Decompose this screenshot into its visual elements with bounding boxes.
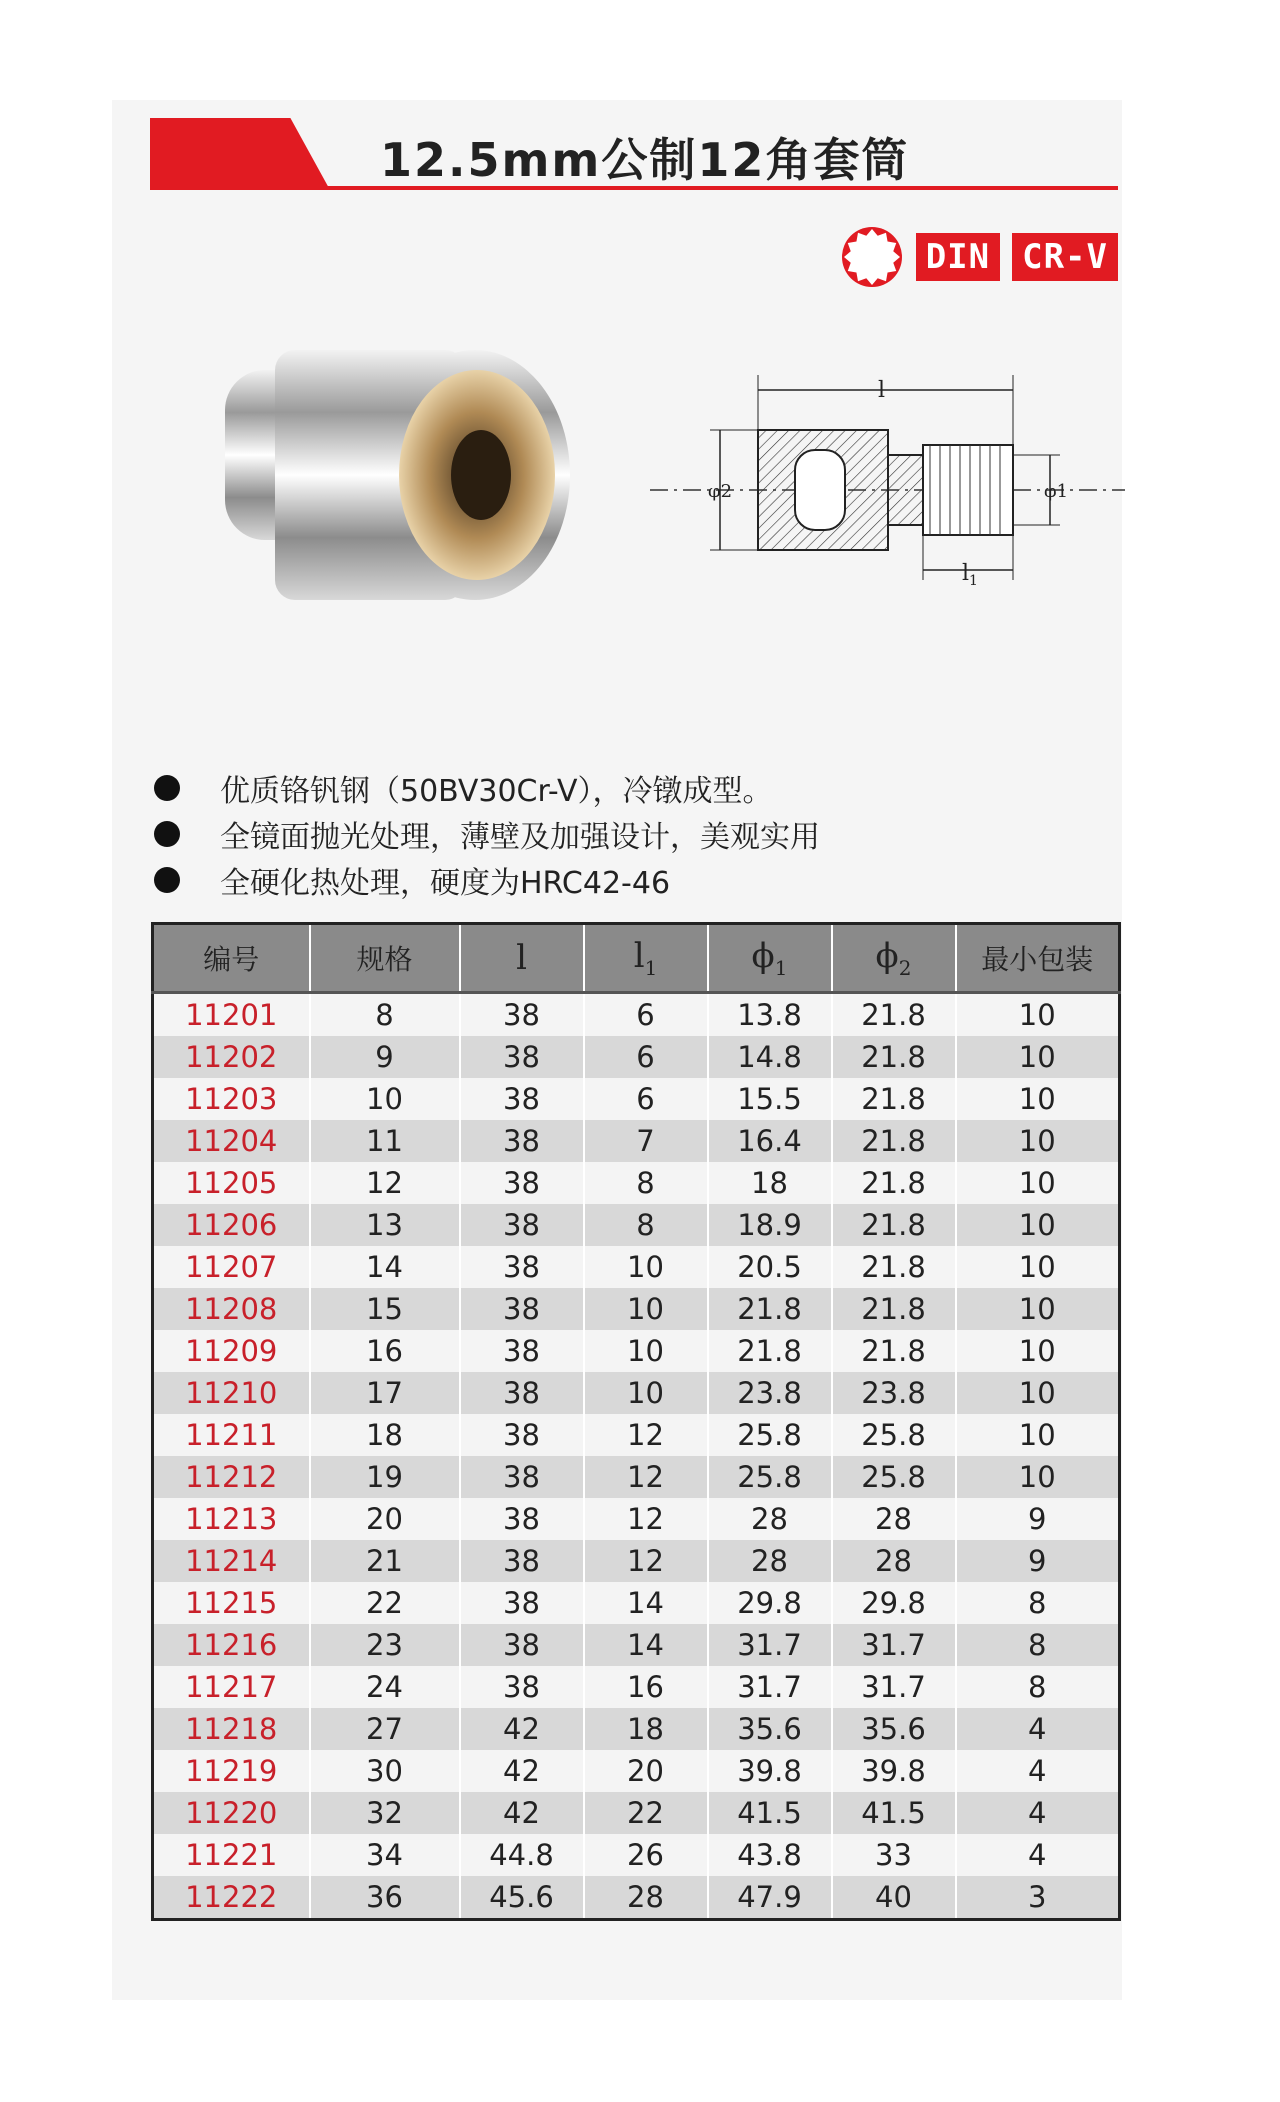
cell-spec: 9 [310,1036,460,1078]
cell-pack: 10 [956,1246,1120,1288]
dim-l1-sub: 1 [969,573,978,589]
cell-pack: 10 [956,1078,1120,1120]
table-row [153,1120,1120,1162]
cell-phi1: 25.8 [708,1414,832,1456]
feature-text: 全镜面抛光处理，薄壁及加强设计，美观实用 [220,820,820,855]
cell-code: 11212 [153,1456,310,1498]
cell-phi2: 21.8 [832,1162,956,1204]
cell-phi2: 41.5 [832,1792,956,1834]
table-row [153,1498,1120,1540]
table-row [153,993,1120,1037]
cell-l1: 6 [584,1036,708,1078]
cell-pack: 10 [956,1330,1120,1372]
cell-phi2: 25.8 [832,1414,956,1456]
cell-phi1: 20.5 [708,1246,832,1288]
dim-l-label: l [878,378,886,403]
cell-code: 11206 [153,1204,310,1246]
table-row [153,1876,1120,1920]
cell-l1: 12 [584,1540,708,1582]
col-header-l [460,924,584,993]
cell-spec: 24 [310,1666,460,1708]
cell-phi2: 33 [832,1834,956,1876]
table-row [153,1582,1120,1624]
cell-code: 11218 [153,1708,310,1750]
cell-phi1: 25.8 [708,1456,832,1498]
cell-phi1: 47.9 [708,1876,832,1920]
cell-spec: 16 [310,1330,460,1372]
cell-spec: 8 [310,993,460,1037]
cell-spec: 34 [310,1834,460,1876]
col-header-l-text: l [516,938,527,978]
cell-l1: 26 [584,1834,708,1876]
col-header-phi1-sub: 1 [774,955,788,980]
cell-l1: 18 [584,1708,708,1750]
cell-code: 11217 [153,1666,310,1708]
cell-l: 38 [460,1372,584,1414]
cell-code: 11214 [153,1540,310,1582]
cell-phi1: 39.8 [708,1750,832,1792]
col-header-pack: 最小包装 [956,924,1120,993]
dim-l1-label: l [962,561,970,586]
header-red-tab [150,118,330,190]
table-row [153,1372,1120,1414]
cell-l: 38 [460,1624,584,1666]
spec-badges [840,225,1118,289]
crv-badge: CR-V [1012,233,1118,281]
cell-phi2: 23.8 [832,1372,956,1414]
cell-phi2: 21.8 [832,1288,956,1330]
col-header-l1 [584,924,708,993]
cell-phi2: 35.6 [832,1708,956,1750]
cell-pack: 9 [956,1540,1120,1582]
cell-phi2: 40 [832,1876,956,1920]
cell-l1: 10 [584,1330,708,1372]
table-body [153,993,1120,1920]
cell-pack: 10 [956,1120,1120,1162]
cell-l: 38 [460,1540,584,1582]
cell-spec: 18 [310,1414,460,1456]
cell-pack: 10 [956,1036,1120,1078]
cell-l: 38 [460,1456,584,1498]
table-row [153,1036,1120,1078]
cell-code: 11202 [153,1036,310,1078]
dim-phi1-label: φ1 [1044,481,1069,502]
technical-drawing [650,365,1125,605]
cell-l: 38 [460,1078,584,1120]
socket-product-photo [205,330,585,630]
cell-phi1: 31.7 [708,1666,832,1708]
cell-l1: 10 [584,1246,708,1288]
cell-code: 11215 [153,1582,310,1624]
cell-phi2: 31.7 [832,1624,956,1666]
cell-l1: 6 [584,993,708,1037]
table-row [153,1330,1120,1372]
cell-l1: 7 [584,1120,708,1162]
feature-text: 全硬化热处理，硬度为HRC42-46 [220,866,671,901]
svg-text:l1 [962,561,978,589]
table-row [153,1078,1120,1120]
cell-l1: 14 [584,1624,708,1666]
cell-l1: 12 [584,1414,708,1456]
feature-item [150,765,1130,811]
cell-pack: 9 [956,1498,1120,1540]
table-row [153,1834,1120,1876]
cell-phi2: 25.8 [832,1456,956,1498]
cell-code: 11216 [153,1624,310,1666]
feature-item [150,857,1130,903]
feature-text: 优质铬钒钢（50BV30Cr-V），冷镦成型。 [220,774,773,809]
cell-l: 45.6 [460,1876,584,1920]
col-header-phi2-text: ϕ [875,936,899,977]
table-header-row [153,924,1120,993]
cell-phi2: 21.8 [832,1330,956,1372]
cell-l: 38 [460,1498,584,1540]
cell-l1: 12 [584,1456,708,1498]
cell-l: 42 [460,1708,584,1750]
cell-pack: 8 [956,1582,1120,1624]
cell-l: 38 [460,1036,584,1078]
cell-code: 11203 [153,1078,310,1120]
cell-l1: 12 [584,1498,708,1540]
cell-code: 11201 [153,993,310,1037]
cell-pack: 10 [956,1456,1120,1498]
cell-spec: 27 [310,1708,460,1750]
cell-pack: 10 [956,1204,1120,1246]
cell-l1: 28 [584,1876,708,1920]
cell-spec: 23 [310,1624,460,1666]
din-badge: DIN [916,233,1000,281]
cell-l1: 16 [584,1666,708,1708]
cell-l: 38 [460,1582,584,1624]
table-row [153,1708,1120,1750]
cell-phi1: 29.8 [708,1582,832,1624]
cell-phi2: 21.8 [832,1120,956,1162]
cell-pack: 8 [956,1666,1120,1708]
cell-code: 11205 [153,1162,310,1204]
12-point-gear-icon [840,225,904,289]
cell-phi1: 21.8 [708,1288,832,1330]
cell-spec: 11 [310,1120,460,1162]
cell-code: 11211 [153,1414,310,1456]
cell-spec: 22 [310,1582,460,1624]
cell-l1: 10 [584,1288,708,1330]
spec-table [151,922,1121,1921]
cell-l1: 8 [584,1204,708,1246]
cell-phi2: 28 [832,1540,956,1582]
cell-phi2: 21.8 [832,1036,956,1078]
cell-spec: 20 [310,1498,460,1540]
cell-spec: 32 [310,1792,460,1834]
col-header-phi2-sub: 2 [898,955,912,980]
col-header-spec: 规格 [310,924,460,993]
cell-l: 38 [460,1204,584,1246]
cell-spec: 21 [310,1540,460,1582]
cell-phi1: 13.8 [708,993,832,1037]
cell-spec: 12 [310,1162,460,1204]
cell-l1: 6 [584,1078,708,1120]
cell-l: 42 [460,1792,584,1834]
dim-phi2-label: φ2 [708,481,733,502]
cell-code: 11213 [153,1498,310,1540]
col-header-phi1 [708,924,832,993]
cell-phi1: 43.8 [708,1834,832,1876]
cell-pack: 3 [956,1876,1120,1920]
cell-phi2: 21.8 [832,1204,956,1246]
col-header-phi1-text: ϕ [751,936,775,977]
cell-spec: 13 [310,1204,460,1246]
cell-l: 42 [460,1750,584,1792]
cell-l1: 8 [584,1162,708,1204]
cell-spec: 15 [310,1288,460,1330]
cell-spec: 10 [310,1078,460,1120]
cell-l1: 14 [584,1582,708,1624]
cell-phi1: 28 [708,1498,832,1540]
cell-pack: 10 [956,1162,1120,1204]
table-row [153,1456,1120,1498]
table-row [153,1246,1120,1288]
bullet-icon [154,775,180,801]
cell-l: 38 [460,1414,584,1456]
cell-code: 11220 [153,1792,310,1834]
cell-phi2: 21.8 [832,993,956,1037]
cell-phi1: 14.8 [708,1036,832,1078]
table-row [153,1288,1120,1330]
col-header-code: 编号 [153,924,310,993]
table-row [153,1162,1120,1204]
cell-pack: 4 [956,1792,1120,1834]
cell-code: 11222 [153,1876,310,1920]
cell-code: 11219 [153,1750,310,1792]
table-row [153,1540,1120,1582]
cell-spec: 19 [310,1456,460,1498]
cell-l1: 10 [584,1372,708,1414]
table-row [153,1204,1120,1246]
table-row [153,1666,1120,1708]
cell-pack: 10 [956,1288,1120,1330]
page-title: 12.5mm公制12角套筒 [380,133,910,187]
cell-l1: 22 [584,1792,708,1834]
cell-phi1: 18 [708,1162,832,1204]
cell-l: 38 [460,993,584,1037]
cell-code: 11207 [153,1246,310,1288]
cell-phi2: 39.8 [832,1750,956,1792]
cell-phi2: 29.8 [832,1582,956,1624]
cell-pack: 10 [956,993,1120,1037]
table-row [153,1750,1120,1792]
table-row [153,1792,1120,1834]
cell-phi1: 23.8 [708,1372,832,1414]
cell-l: 38 [460,1162,584,1204]
cell-l1: 20 [584,1750,708,1792]
cell-l: 38 [460,1666,584,1708]
cell-pack: 4 [956,1834,1120,1876]
bullet-icon [154,867,180,893]
cell-code: 11204 [153,1120,310,1162]
cell-phi1: 18.9 [708,1204,832,1246]
cell-phi2: 28 [832,1498,956,1540]
cell-phi2: 31.7 [832,1666,956,1708]
cell-pack: 8 [956,1624,1120,1666]
page-header [150,118,1118,194]
feature-list [150,765,1130,903]
cell-phi2: 21.8 [832,1078,956,1120]
cell-phi1: 35.6 [708,1708,832,1750]
cell-phi1: 28 [708,1540,832,1582]
cell-spec: 14 [310,1246,460,1288]
feature-item [150,811,1130,857]
cell-phi1: 31.7 [708,1624,832,1666]
cell-code: 11209 [153,1330,310,1372]
cell-code: 11221 [153,1834,310,1876]
cell-pack: 4 [956,1750,1120,1792]
cell-phi2: 21.8 [832,1246,956,1288]
cell-spec: 36 [310,1876,460,1920]
cell-pack: 4 [956,1708,1120,1750]
col-header-phi2 [832,924,956,993]
cell-spec: 17 [310,1372,460,1414]
cell-code: 11208 [153,1288,310,1330]
cell-phi1: 15.5 [708,1078,832,1120]
cell-spec: 30 [310,1750,460,1792]
cell-code: 11210 [153,1372,310,1414]
col-header-l1-text: l [633,936,645,977]
cell-l: 38 [460,1288,584,1330]
cell-l: 44.8 [460,1834,584,1876]
cell-phi1: 16.4 [708,1120,832,1162]
cell-phi1: 21.8 [708,1330,832,1372]
cell-l: 38 [460,1120,584,1162]
cell-l: 38 [460,1330,584,1372]
cell-phi1: 41.5 [708,1792,832,1834]
table-row [153,1414,1120,1456]
col-header-l1-sub: 1 [644,955,658,980]
bullet-icon [154,821,180,847]
table-row [153,1624,1120,1666]
cell-l: 38 [460,1246,584,1288]
cell-pack: 10 [956,1372,1120,1414]
cell-pack: 10 [956,1414,1120,1456]
